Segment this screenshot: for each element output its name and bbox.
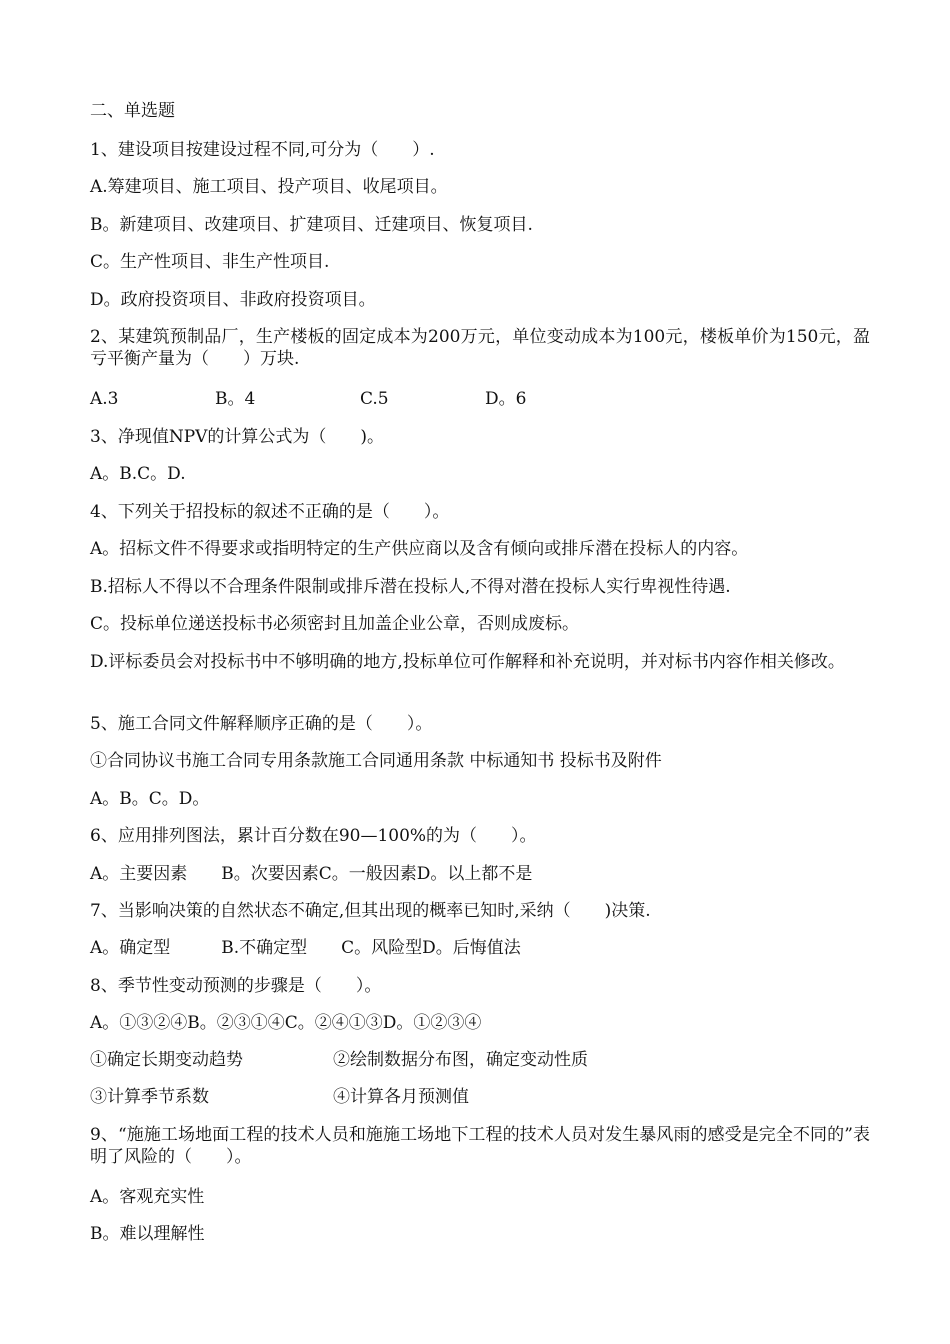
- question-8-steps-row-1: [90, 1049, 870, 1071]
- question-3-stem: 3、净现值NPV的计算公式为（ )。: [90, 427, 385, 447]
- question-9-stem: 9、“施施工场地面工程的技术人员和施施工场地下工程的技术人员对发生暴风雨的感受是完全不同的”表明了风险的（ ）。: [90, 1125, 870, 1167]
- question-8-stem: 8、季节性变动预测的步骤是（ ）。: [90, 976, 382, 996]
- question-2-options: [90, 388, 870, 410]
- section-title: 二、单选题: [90, 101, 175, 121]
- question-8-step-4: ④计算各月预测值: [333, 1087, 469, 1107]
- question-4-stem: 4、下列关于招投标的叙述不正确的是（ ）。: [90, 502, 450, 522]
- question-9-option-a: A。客观充实性: [90, 1187, 205, 1207]
- question-4-option-b: B.招标人不得以不合理条件限制或排斥潜在投标人,不得对潜在投标人实行卑视性待遇.: [90, 577, 731, 597]
- question-5-note: ①合同协议书施工合同专用条款施工合同通用条款 中标通知书 投标书及附件: [90, 751, 662, 771]
- question-1-option-a: A.筹建项目、施工项目、投产项目、收尾项目。: [90, 177, 448, 197]
- question-2-stem: 2、某建筑预制品厂，生产楼板的固定成本为200万元，单位变动成本为100元，楼板单价为150元，盈亏平衡产量为（ ）万块.: [90, 327, 870, 369]
- question-2-option-d: D。6: [485, 389, 527, 409]
- question-2-option-b: B。4: [215, 389, 256, 409]
- question-5-stem: 5、施工合同文件解释顺序正确的是（ ）。: [90, 714, 433, 734]
- question-8-step-1: ①确定长期变动趋势: [90, 1050, 243, 1070]
- question-4-option-d: D.评标委员会对投标书中不够明确的地方,投标单位可作解释和补充说明，并对标书内容作相关修改。: [90, 652, 845, 672]
- question-1-option-b: B。新建项目、改建项目、扩建项目、迁建项目、恢复项目.: [90, 215, 533, 235]
- question-4-option-c: C。投标单位递送投标书必须密封且加盖企业公章，否则成废标。: [90, 614, 580, 634]
- question-7-options: A。确定型 B.不确定型 C。风险型D。后悔值法: [90, 938, 521, 958]
- question-6-options: A。主要因素 B。次要因素C。一般因素D。以上都不是: [90, 864, 533, 884]
- question-7-stem: 7、当影响决策的自然状态不确定,但其出现的概率已知时,采纳（ )决策.: [90, 901, 651, 921]
- question-1-stem: 1、建设项目按建设过程不同,可分为（ ）.: [90, 140, 435, 160]
- question-2-option-c: C.5: [360, 389, 389, 409]
- question-3-options: A。B.C。D.: [90, 464, 186, 484]
- question-8-step-2: ②绘制数据分布图，确定变动性质: [333, 1050, 588, 1070]
- question-9-option-b: B。难以理解性: [90, 1224, 205, 1244]
- question-2-option-a: A.3: [90, 389, 119, 409]
- question-1-option-c: C。生产性项目、非生产性项目.: [90, 252, 330, 272]
- question-5-options: A。B。C。D。: [90, 789, 210, 809]
- question-8-step-3: ③计算季节系数: [90, 1087, 209, 1107]
- question-4-option-a: A。招标文件不得要求或指明特定的生产供应商以及含有倾向或排斥潜在投标人的内容。: [90, 539, 749, 559]
- question-8-steps-row-2: [90, 1086, 870, 1108]
- question-8-options: A。①③②④B。②③①④C。②④①③D。①②③④: [90, 1013, 482, 1033]
- question-6-stem: 6、应用排列图法，累计百分数在90—100%的为（ ）。: [90, 826, 537, 846]
- question-1-option-d: D。政府投资项目、非政府投资项目。: [90, 290, 376, 310]
